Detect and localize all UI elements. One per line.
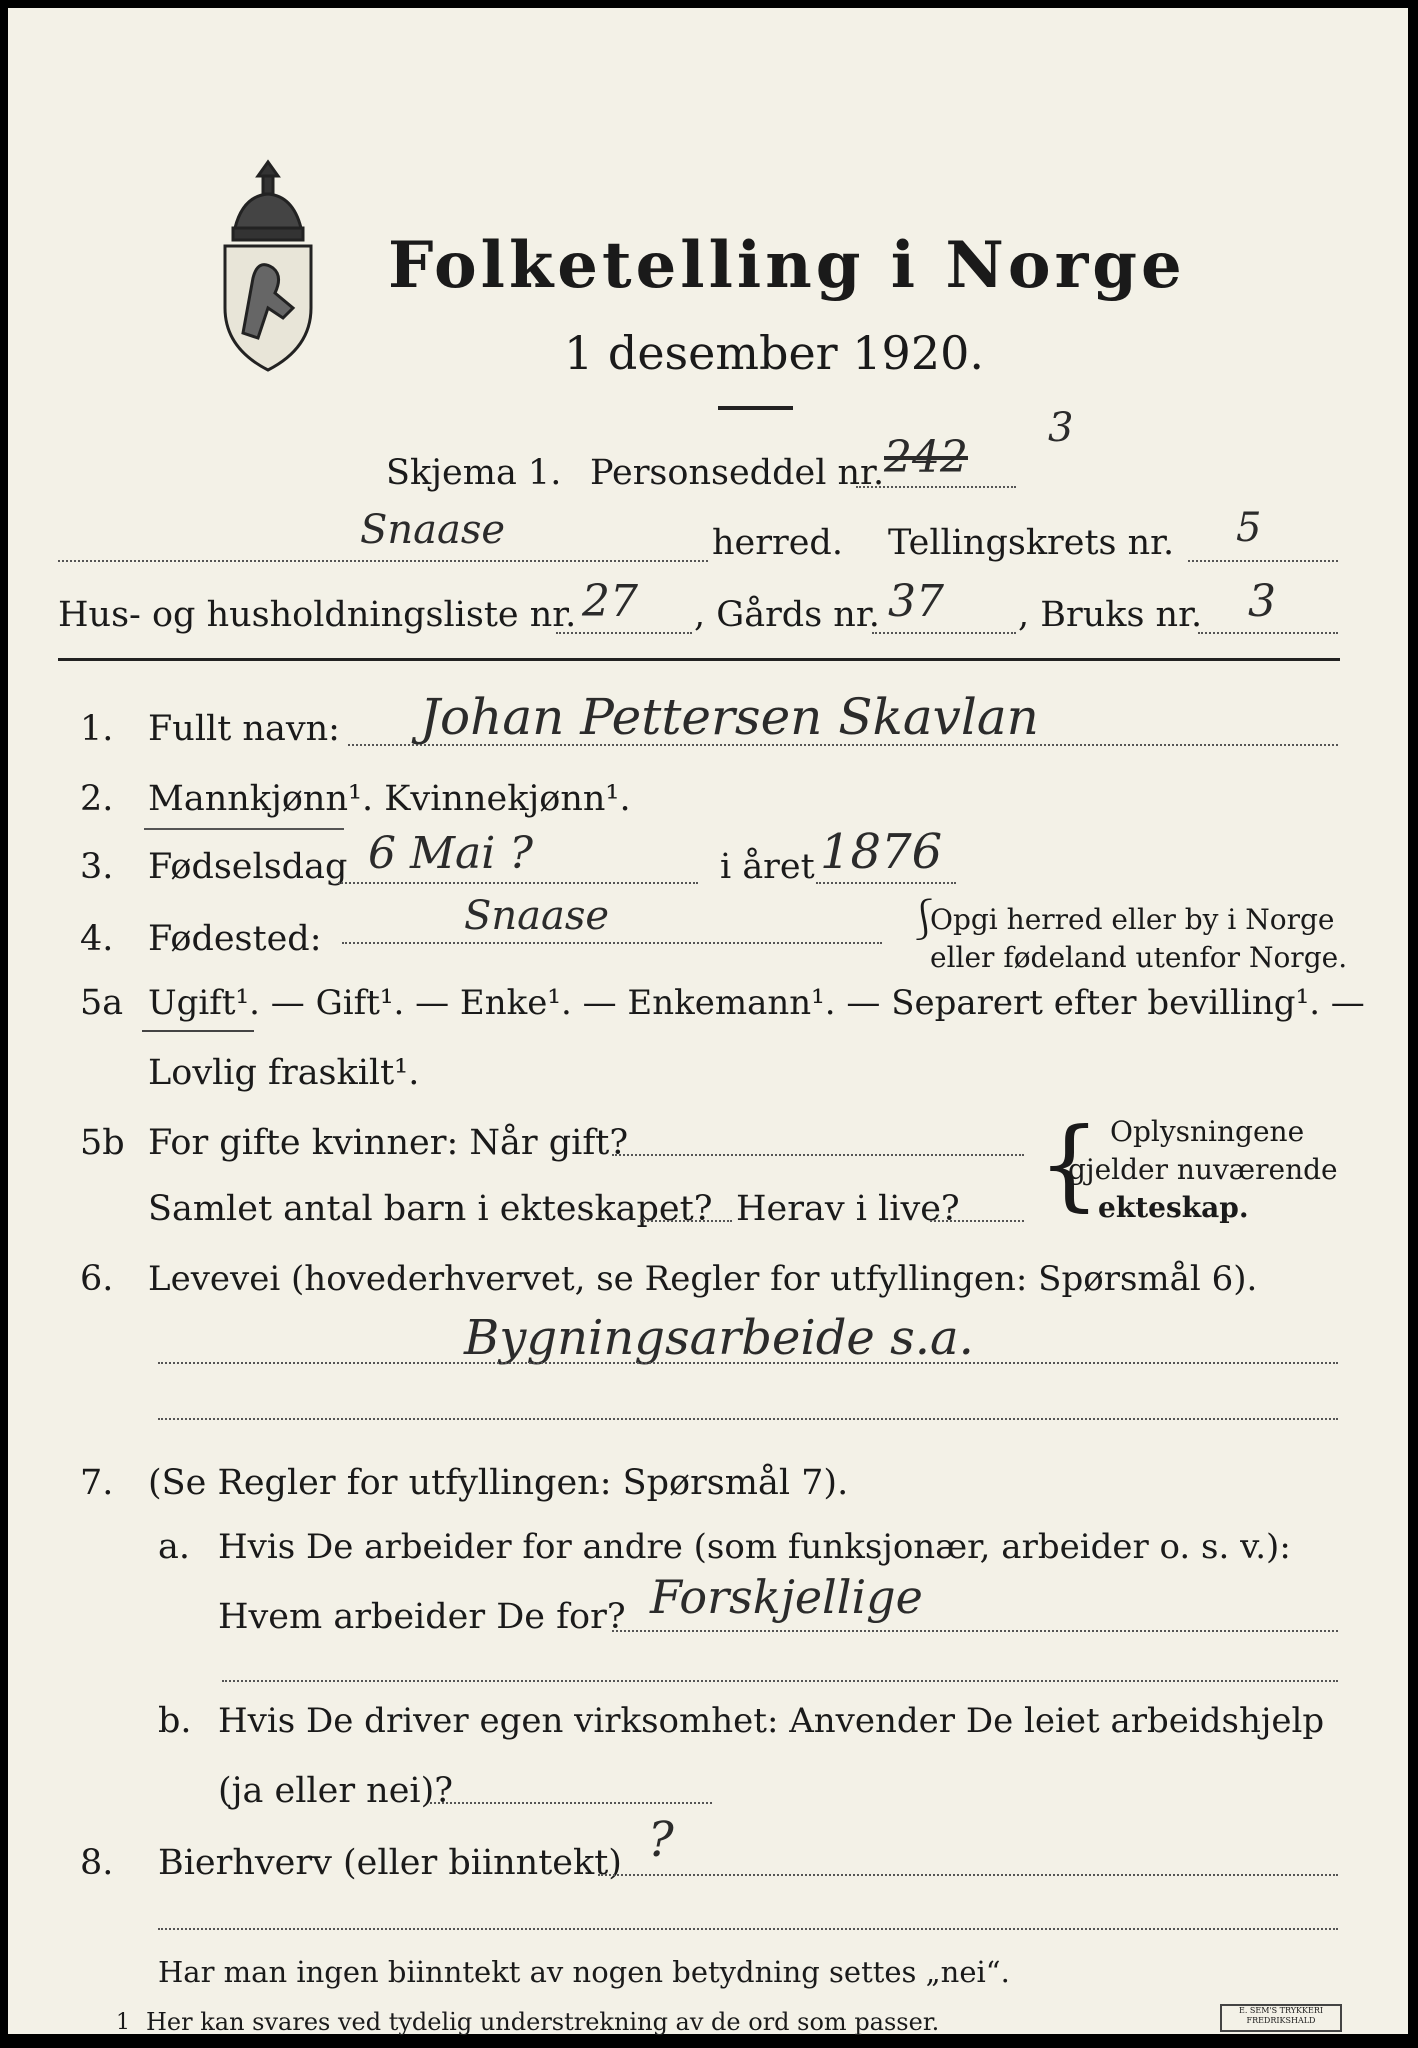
q7b-line2: (ja eller nei)? [218,1771,454,1811]
q3-year-label: i året [720,847,815,887]
q8-value: ? [648,1812,674,1868]
q4-note-line1: Opgi herred eller by i Norge [930,903,1335,936]
q4-label: Fødested: [148,919,322,959]
q7a-line2: Hvem arbeider De for? [218,1597,626,1637]
q3-line [338,882,698,884]
q6-line2 [158,1418,1338,1420]
personseddel-line [856,486,1016,488]
household-list-value: 27 [582,576,638,627]
q5b-brace: { [1038,1108,1101,1222]
q7b-line1: Hvis De driver egen virksomhet: Anvender De leiet arbeidshjelp [218,1701,1325,1741]
q6-number: 6. [80,1259,114,1299]
q2-number: 2. [80,779,114,819]
gards-line [872,632,1016,634]
q5a-line2: Lovlig fraskilt¹. [148,1053,420,1093]
q2-label: Mannkjønn¹. Kvinnekjønn¹. [148,779,631,819]
q5a-underline [142,1030,254,1032]
herred-value: Snaase [360,507,506,553]
norwegian-lion-crest-icon [213,158,323,373]
footnote-number: 1 [116,2010,130,2035]
q3-label: Fødselsdag [148,847,348,887]
printer-line1: E. SEM'S TRYKKERI [1238,2006,1324,2015]
q7b-letter: b. [158,1701,192,1741]
gards-value: 37 [888,576,944,627]
q4-value: Snaase [464,893,610,939]
q5b-children-line [640,1220,732,1222]
title-divider [718,406,793,410]
q5b-when-line [612,1154,1024,1156]
q1-label: Fullt navn: [148,709,340,749]
q1-value: Johan Pettersen Skavlan [420,688,1039,746]
q7-label: (Se Regler for utfyllingen: Spørsmål 7). [148,1463,849,1503]
tellingskrets-label: Tellingskrets nr. [888,523,1175,563]
q8-number: 8. [80,1843,114,1883]
header-divider [58,658,1340,661]
q6-label: Levevei (hovederhvervet, se Regler for utfyllingen: Spørsmål 6). [148,1259,1258,1299]
q8-line [598,1874,1338,1876]
q3-year-value: 1876 [820,824,943,880]
q5b-note2: gjelder nuværende [1068,1153,1338,1186]
q7a-letter: a. [158,1527,190,1567]
household-list-label: Hus- og husholdningsliste nr. [58,595,577,635]
gards-label: , Gårds nr. [694,595,880,635]
q3-value: 6 Mai ? [368,828,533,879]
q7b-line [430,1802,712,1804]
q3-number: 3. [80,847,114,887]
q1-number: 1. [80,709,114,749]
census-date: 1 desember 1920. [564,326,984,380]
q5b-line2b: Herav i live? [736,1189,960,1229]
personseddel-note: 3 [1048,405,1074,451]
bruks-line [1198,632,1338,634]
bruks-label: , Bruks nr. [1018,595,1203,635]
schema-label: Skjema 1. [386,453,562,493]
household-list-line [556,632,692,634]
printer-mark [1220,2004,1342,2032]
bruks-value: 3 [1248,576,1276,627]
q7a-value: Forskjellige [650,1570,923,1624]
q4-bracket: ⎰ [904,897,944,943]
q3-year-line [816,882,956,884]
q5a-number: 5a [80,983,124,1023]
tellingskrets-value: 5 [1236,505,1262,551]
q5b-number: 5b [80,1123,125,1163]
q5b-note1: Oplysningene [1110,1115,1305,1148]
footnote-text: Her kan svares ved tydelig understrekning av de ord som passer. [146,2008,940,2036]
tellingskrets-line [1188,560,1338,562]
q4-number: 4. [80,919,114,959]
footer-note: Har man ingen biinntekt av nogen betydning settes „nei“. [158,1955,1010,1989]
q5b-alive-line [930,1220,1024,1222]
q5b-note3: ekteskap. [1098,1191,1249,1224]
q2-underline [144,828,344,830]
herred-line [58,560,708,562]
q7-number: 7. [80,1463,114,1503]
printer-line2: FREDRIKSHALD [1246,2016,1316,2025]
q6-line1 [158,1362,1338,1364]
herred-label: herred. [712,523,843,563]
personseddel-label: Personseddel nr. [590,453,885,493]
q5a-line1: Ugift¹. — Gift¹. — Enke¹. — Enkemann¹. — Separert efter bevilling¹. — [148,983,1365,1023]
personseddel-value: 242 [884,432,968,483]
q7a-line [612,1630,1338,1632]
q8-line-extra [158,1928,1338,1930]
q7a-line1: Hvis De arbeider for andre (som funksjonær, arbeider o. s. v.): [218,1527,1291,1567]
q4-note-line2: eller fødeland utenfor Norge. [930,941,1348,974]
q5b-line1: For gifte kvinner: Når gift? [148,1123,629,1163]
q7a-line-extra [222,1680,1338,1682]
q5b-line2a: Samlet antal barn i ekteskapet? [148,1189,713,1229]
q4-line [342,942,882,944]
form-title: Folketelling i Norge [388,228,1186,303]
q8-label: Bierhverv (eller biinntekt) [158,1843,622,1883]
q6-value: Bygningsarbeide s.a. [464,1310,974,1366]
census-form-sheet [8,8,1408,2034]
